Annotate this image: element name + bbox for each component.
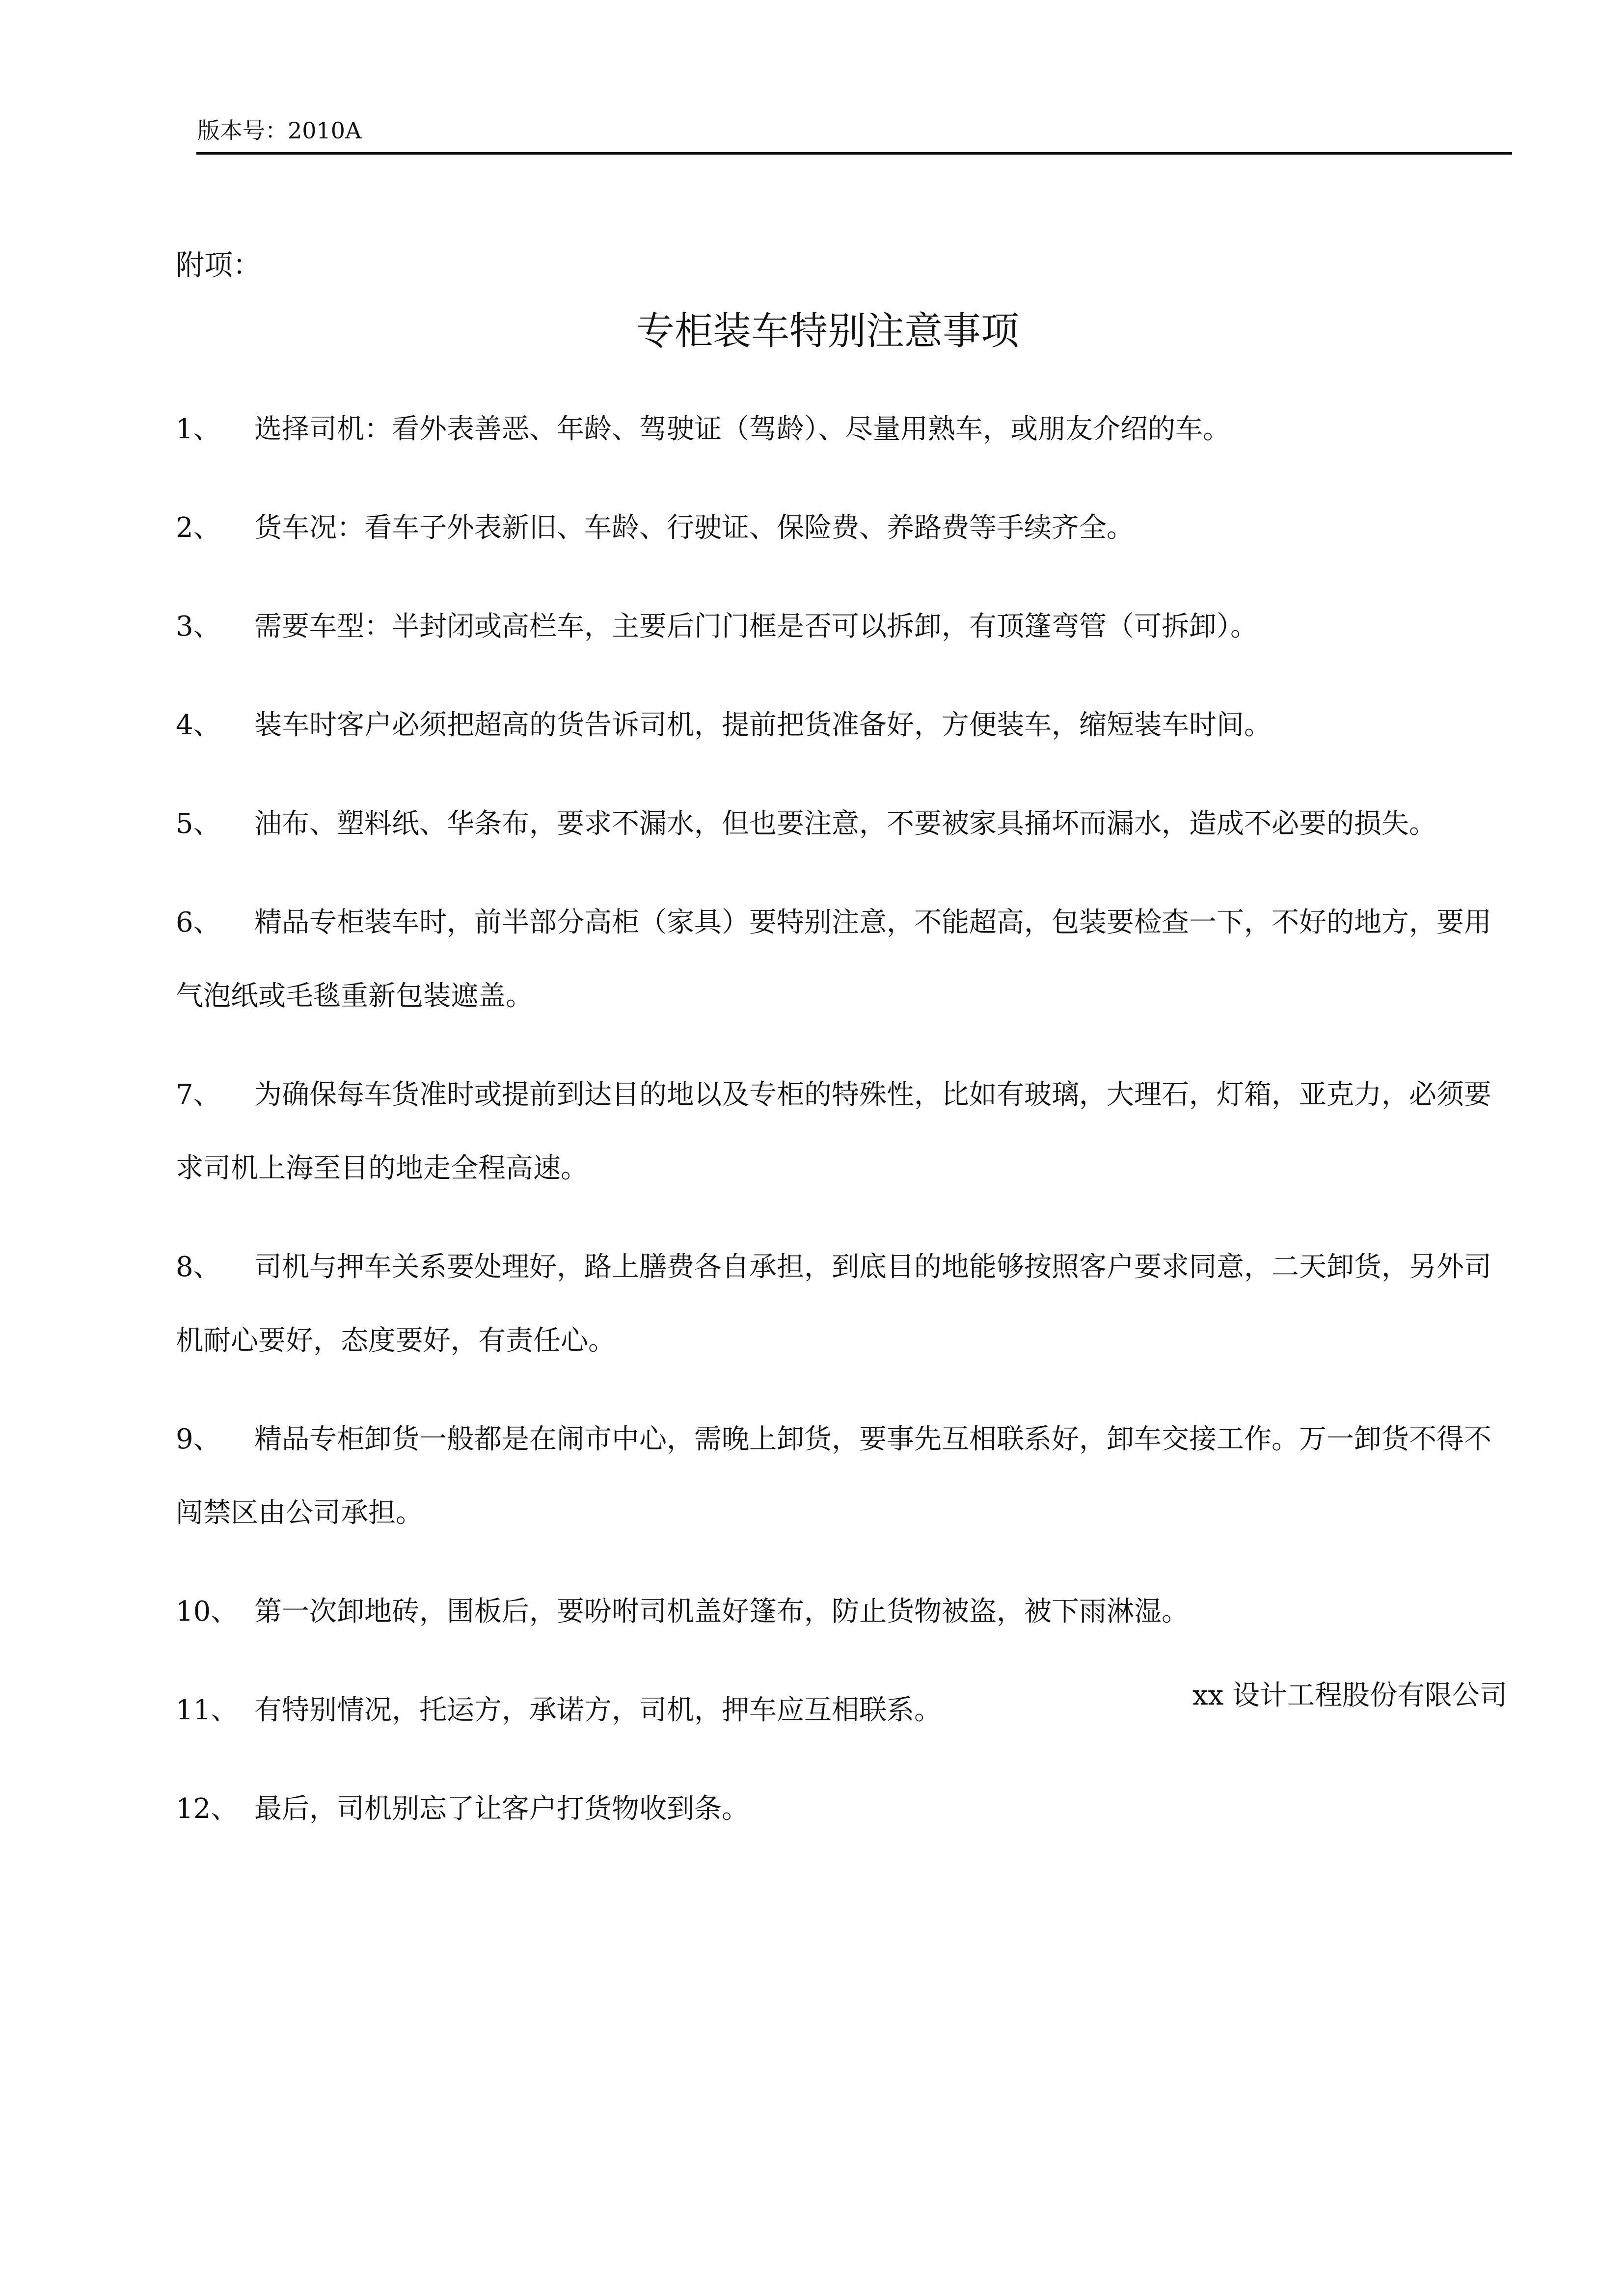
notice-item — [176, 393, 1509, 466]
notice-item — [176, 1230, 1509, 1378]
notice-item — [176, 1772, 1509, 1846]
item-text: 货车况：看车子外表新旧、车龄、行驶证、保险费、养路费等手续齐全。 — [254, 512, 1134, 544]
notice-item — [176, 787, 1509, 861]
item-text: 选择司机：看外表善恶、年龄、驾驶证（驾龄）、尽量用熟车，或朋友介绍的车。 — [254, 413, 1230, 445]
notice-item — [176, 590, 1509, 664]
item-text: 最后，司机别忘了让客户打货物收到条。 — [254, 1793, 749, 1825]
notice-item — [176, 491, 1509, 565]
item-text: 装车时客户必须把超高的货告诉司机，提前把货准备好，方便装车，缩短装车时间。 — [254, 709, 1272, 741]
item-number: 1、 — [176, 413, 221, 445]
notice-item — [176, 1058, 1509, 1205]
document-title: 专柜装车特别注意事项 — [636, 309, 1020, 353]
item-number: 9、 — [176, 1423, 221, 1455]
appendix-label: 附项： — [176, 248, 262, 282]
item-number: 2、 — [176, 512, 221, 544]
item-number: 3、 — [176, 611, 221, 642]
version-number: 版本号：2010A — [197, 117, 362, 144]
item-number: 6、 — [176, 907, 221, 938]
notice-item — [176, 689, 1509, 762]
item-number: 8、 — [176, 1251, 221, 1283]
item-number: 10、 — [176, 1596, 239, 1628]
item-number: 11、 — [176, 1694, 239, 1726]
notice-item — [176, 886, 1509, 1033]
item-text: 精品专柜卸货一般都是在闹市中心，需晚上卸货，要事先互相联系好，卸车交接工作。万一卸货不得不闯禁区由公司承担。 — [176, 1423, 1491, 1529]
item-number: 5、 — [176, 808, 221, 840]
item-number: 12、 — [176, 1793, 239, 1825]
notice-item — [176, 1403, 1509, 1550]
notice-list — [176, 393, 1509, 1871]
item-number: 7、 — [176, 1079, 221, 1111]
item-text: 第一次卸地砖，围板后，要吩咐司机盖好篷布，防止货物被盗，被下雨淋湿。 — [254, 1596, 1189, 1628]
item-text: 为确保每车货准时或提前到达目的地以及专柜的特殊性，比如有玻璃，大理石，灯箱，亚克力，必须要求司机上海至目的地走全程高速。 — [176, 1079, 1491, 1184]
item-text: 有特别情况，托运方，承诺方，司机，押车应互相联系。 — [254, 1694, 942, 1726]
item-text: 司机与押车关系要处理好，路上膳费各自承担，到底目的地能够按照客户要求同意，二天卸货，另外司机耐心要好，态度要好，有责任心。 — [176, 1251, 1491, 1357]
item-text: 油布、塑料纸、华条布，要求不漏水，但也要注意，不要被家具捅坏而漏水，造成不必要的损失。 — [254, 808, 1436, 840]
item-text: 精品专柜装车时，前半部分高柜（家具）要特别注意，不能超高，包装要检查一下，不好的地方，要用气泡纸或毛毯重新包装遮盖。 — [176, 907, 1491, 1012]
item-text: 需要车型：半封闭或高栏车，主要后门门框是否可以拆卸，有顶篷弯管（可拆卸）。 — [254, 611, 1258, 642]
notice-item — [176, 1575, 1509, 1649]
company-name: xx 设计工程股份有限公司 — [1192, 1680, 1507, 1711]
page-header — [196, 114, 1512, 155]
item-number: 4、 — [176, 709, 221, 741]
